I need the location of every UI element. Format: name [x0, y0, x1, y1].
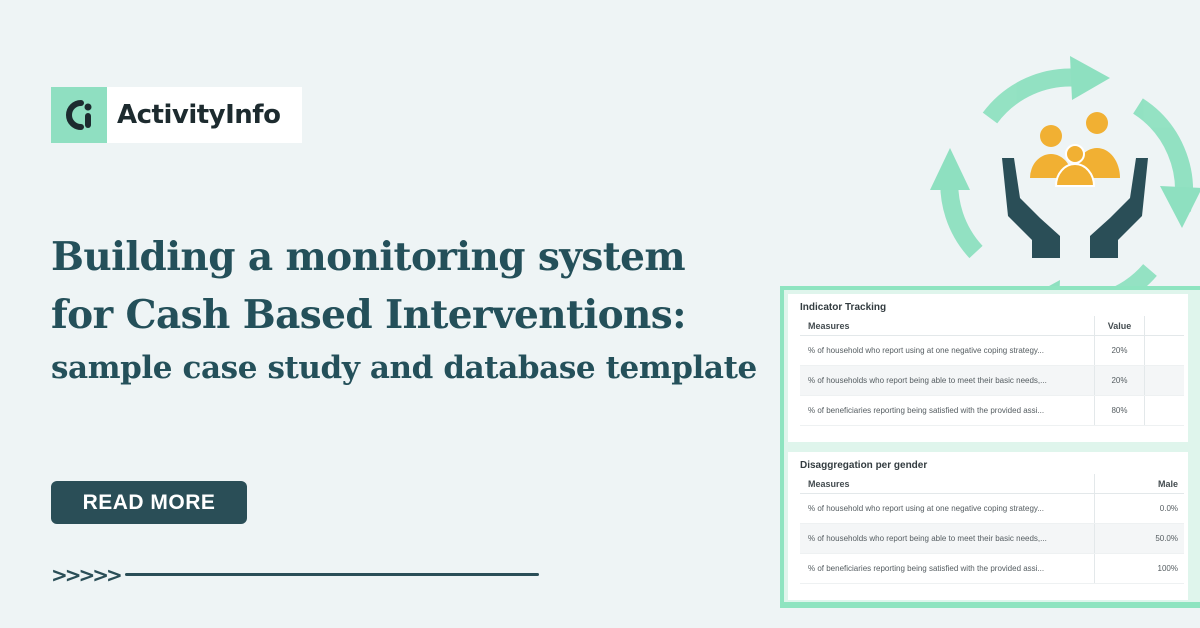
table-row[interactable] — [800, 336, 1184, 366]
column-header: Value — [1094, 316, 1144, 335]
table-header — [800, 316, 1184, 336]
column-header: Male — [1094, 474, 1184, 493]
value-cell: 0.0% — [1094, 494, 1184, 523]
table-row[interactable] — [800, 524, 1184, 554]
table-row[interactable] — [800, 554, 1184, 584]
card-title: Disaggregation per gender — [800, 460, 928, 471]
recycle-arrows-icon — [949, 78, 1184, 305]
headline — [51, 228, 771, 392]
disaggregation-card — [788, 452, 1188, 600]
measure-cell: % of household who report using at one negative coping strategy... — [808, 346, 1045, 355]
table-row[interactable] — [800, 396, 1184, 426]
table-row[interactable] — [800, 494, 1184, 524]
headline-line-1: Building a monitoring system — [51, 234, 685, 280]
disaggregation-table — [800, 474, 1184, 584]
measure-cell: % of households who report being able to meet their basic needs,... — [808, 376, 1047, 385]
logo-text: ActivityInfo — [117, 100, 281, 130]
hero-illustration — [920, 40, 1200, 320]
chevron-arrows-icon: >>>>> — [51, 563, 120, 587]
measure-cell: % of beneficiaries reporting being satisfied with the provided assi... — [808, 564, 1045, 573]
value-cell: 20% — [1094, 366, 1144, 395]
value-cell: 100% — [1094, 554, 1184, 583]
read-more-button[interactable]: READ MORE — [51, 481, 247, 524]
activityinfo-logo[interactable] — [51, 87, 302, 143]
value-cell: 80% — [1094, 396, 1144, 425]
indicator-tracking-card — [788, 294, 1188, 442]
card-title: Indicator Tracking — [800, 302, 887, 313]
measure-cell: % of households who report being able to meet their basic needs,... — [808, 534, 1047, 543]
column-header: Measures — [808, 478, 850, 489]
measure-cell: % of household who report using at one negative coping strategy... — [808, 504, 1045, 513]
table-row[interactable] — [800, 366, 1184, 396]
headline-line-3: sample case study and database template — [51, 350, 757, 386]
indicator-table — [800, 316, 1184, 426]
headline-line-2: for Cash Based Interventions: — [51, 292, 686, 338]
decorative-divider — [125, 573, 539, 576]
recycle-arrowheads — [930, 56, 1200, 320]
table-header — [800, 474, 1184, 494]
column-header: Measures — [808, 320, 850, 331]
family-icon — [1030, 112, 1120, 186]
logo-mark-icon — [51, 87, 107, 143]
value-cell: 50.0% — [1094, 524, 1184, 553]
dashboard-preview — [780, 286, 1200, 608]
value-cell: 20% — [1094, 336, 1144, 365]
measure-cell: % of beneficiaries reporting being satisfied with the provided assi... — [808, 406, 1045, 415]
